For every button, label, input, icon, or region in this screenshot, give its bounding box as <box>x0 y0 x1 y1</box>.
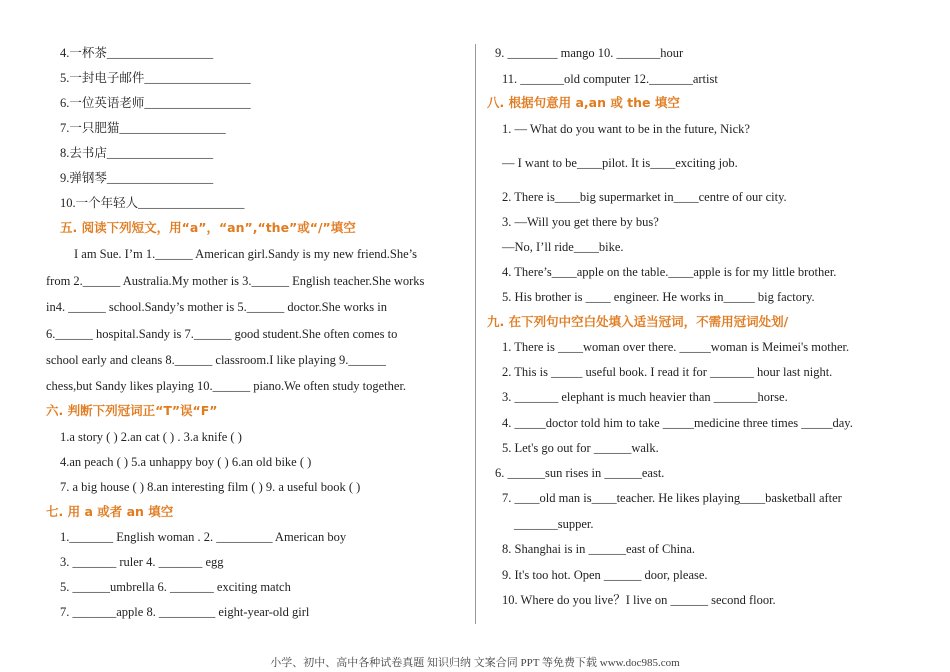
passage-line: 6.______ hospital.Sandy is 7.______ good student.She often comes to <box>46 327 398 341</box>
phrase-item: 5.一封电子邮件_________________ <box>60 71 251 85</box>
question-line: 8. Shanghai is in ______east of China. <box>502 542 696 556</box>
question-line: 10. Where do you live？I live on ______ second floor. <box>502 593 776 607</box>
question-line: 5. His brother is ____ engineer. He works in_____ big factory. <box>502 290 815 304</box>
phrase-item: 9.弹钢琴_________________ <box>60 171 214 185</box>
tf-line: 7. a big house ( ) 8.an interesting film ( ) 9. a useful book ( ) <box>60 480 361 494</box>
fill-line: 9. ________ mango 10. _______hour <box>495 46 684 60</box>
phrase-item: 8.去书店_________________ <box>60 146 214 160</box>
phrase-item: 10.一个年轻人_________________ <box>60 196 245 210</box>
fill-line: 1._______ English woman . 2. _________ American boy <box>60 530 347 544</box>
page-footer: 小学、初中、高中各种试卷真题 知识归纳 文案合同 PPT 等免费下载 www.doc985.com <box>270 657 680 669</box>
question-line: 5. Let's go out for ______walk. <box>502 441 659 455</box>
question-line: 3. —Will you get there by bus? <box>502 215 659 229</box>
section5-title: 五. 阅读下列短文，用“a”，“an”,“the”或“/”填空 <box>60 220 356 235</box>
question-line: 4. _____doctor told him to take _____medicine three times _____day. <box>502 416 853 430</box>
phrase-item: 6.一位英语老师_________________ <box>60 96 251 110</box>
question-line: —No, I’ll ride____bike. <box>502 240 624 254</box>
phrase-item: 4.一杯茶_________________ <box>60 46 214 60</box>
fill-line: 7. _______apple 8. _________ eight-year-old girl <box>60 605 310 619</box>
question-line: 4. There’s____apple on the table.____apple is for my little brother. <box>502 265 837 279</box>
passage-line: from 2.______ Australia.My mother is 3.______ English teacher.She works <box>46 274 425 288</box>
section8-title: 八. 根据句意用 a,an 或 the 填空 <box>487 95 680 110</box>
question-line: — I want to be____pilot. It is____exciting job. <box>502 156 738 170</box>
question-line: 7. ____old man is____teacher. He likes playing____basketball after <box>502 491 842 505</box>
question-line: 1. — What do you want to be in the future, Nick? <box>502 122 750 136</box>
question-line: _______supper. <box>514 517 594 531</box>
passage-line: chess,but Sandy likes playing 10.______ piano.We often study together. <box>46 379 407 393</box>
question-line: 9. It's too hot. Open ______ door, please. <box>502 568 708 582</box>
tf-line: 1.a story ( ) 2.an cat ( ) . 3.a knife ( ) <box>60 430 242 444</box>
question-line: 1. There is ____woman over there. _____woman is Meimei's mother. <box>502 340 850 354</box>
question-line: 2. This is _____ useful book. I read it for _______ hour last night. <box>502 365 833 379</box>
fill-line: 5. ______umbrella 6. _______ exciting match <box>60 580 291 594</box>
section7-title: 七. 用 a 或者 an 填空 <box>46 504 174 519</box>
phrase-item: 7.一只肥猫_________________ <box>60 121 226 135</box>
fill-line: 3. _______ ruler 4. _______ egg <box>60 555 224 569</box>
passage-line: I am Sue. I’m 1.______ American girl.Sandy is my new friend.She’s <box>74 247 417 261</box>
question-line: 3. _______ elephant is much heavier than _______horse. <box>502 390 788 404</box>
section9-title: 九. 在下列句中空白处填入适当冠词，不需用冠词处划/ <box>487 314 789 329</box>
question-line: 2. There is____big supermarket in____centre of our city. <box>502 190 787 204</box>
passage-line: school early and cleans 8.______ classroom.I like playing 9.______ <box>46 353 386 367</box>
section6-title: 六. 判断下列冠词正“T”误“F” <box>46 403 218 418</box>
fill-line: 11. _______old computer 12._______artist <box>502 72 718 86</box>
question-line: 6. ______sun rises in ______east. <box>495 466 665 480</box>
tf-line: 4.an peach ( ) 5.a unhappy boy ( ) 6.an old bike ( ) <box>60 455 312 469</box>
passage-line: in4. ______ school.Sandy’s mother is 5.______ doctor.She works in <box>46 300 387 314</box>
column-divider <box>475 44 476 624</box>
